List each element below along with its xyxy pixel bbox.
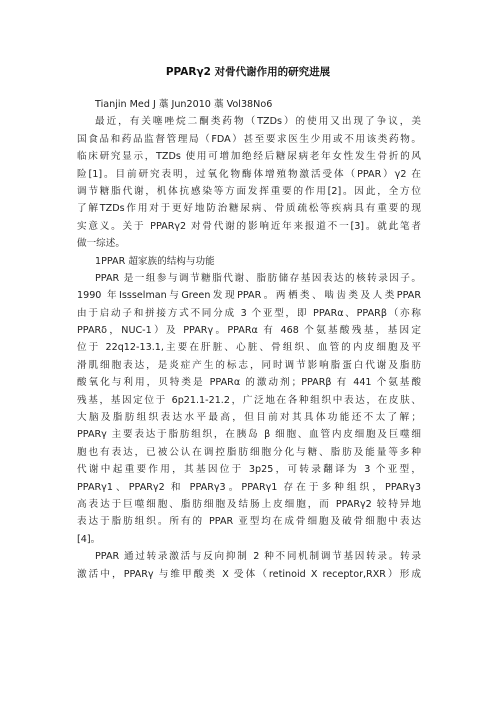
paragraph-line: PPAR 通过转录激活与反向抑制 2 种不同机制调节基因转录。转录: [95, 551, 421, 563]
paragraph-line: 酸氧化与利用，贝特类是 PPARα 的激动剂；PPARβ 有 441 个氨基酸: [77, 377, 421, 389]
paragraph-line: PPARγ1、PPARγ2 和 PPARγ3。PPARγ1 存在于多种组织，PPARγ3: [77, 481, 421, 493]
paragraph-line: 做一综述。: [77, 238, 125, 250]
paragraph-line: 调节糖脂代谢，机体抗感染等方面发挥重要的作用[2]。因此，全方位: [77, 185, 421, 197]
paragraph-line: 激活中，PPARγ 与维甲酸类 X 受体（retinoid X receptor,RXR）形成: [77, 568, 421, 580]
paragraph-line: 滑肌细胞表达，是炎症产生的标志，同时调节影响脂蛋白代谢及脂肪: [77, 359, 421, 371]
paragraph-line: 了解TZDs作用对于更好地防治糖尿病、骨质疏松等疾病具有重要的现: [77, 203, 421, 215]
paragraph-line: 代谢中起重要作用，其基因位于 3p25，可转录翻译为 3 个亚型，: [77, 464, 421, 476]
section-heading: 1PPAR 超家族的结构与功能: [95, 255, 215, 267]
journal-citation-line: Tianjin Med J 藁 Jun2010 藁 Vol38No6: [95, 99, 273, 110]
paragraph-line: PPAR 是一组参与调节糖脂代谢、脂肪储存基因表达的核转录因子。: [95, 272, 421, 284]
paragraph-line: 位于 22q12-13.1,主要在肝脏、心脏、骨组织、血管的内皮细胞及平: [77, 342, 421, 354]
paragraph-line: 国食品和药品监督管理局（FDA）甚至要求医生少用或不用该类药物。: [77, 133, 421, 145]
paragraph-line: 残基，基因定位于 6p21.1-21.2，广泛地在各种组织中表达，在皮肤、: [77, 394, 421, 406]
paragraph-line: 胞也有表达，已被公认在调控脂肪细胞分化与糖、脂肪及能量等多种: [77, 446, 421, 458]
paragraph-line: 表达于脂肪组织。所有的 PPAR 亚型均在成骨细胞及破骨细胞中表达: [77, 516, 421, 528]
paragraph-line: 最近，有关噻唑烷二酮类药物（TZDs）的使用又出现了争议，美: [95, 116, 421, 128]
paragraph-line: 临床研究显示，TZDs 使用可增加绝经后糖尿病老年女性发生骨折的风: [77, 151, 421, 163]
document-body: [77, 96, 421, 583]
paragraph-line: 险[1]。目前研究表明，过氧化物酶体增殖物激活受体（PPAR）γ2 在: [77, 168, 421, 180]
paragraph-line: PPARγ 主要表达于脂肪组织，在胰岛 β 细胞、血管内皮细胞及巨噬细: [77, 429, 421, 441]
document-title: PPARγ2 对骨代谢作用的研究进展: [165, 66, 331, 78]
paragraph-line: 实意义。关于 PPARγ2 对骨代谢的影响近年来报道不一[3]。就此笔者: [77, 220, 421, 232]
paragraph-line: [4]。: [77, 533, 101, 545]
paragraph-line: 由于启动子和拼接方式不同分成 3 个亚型，即 PPARα、PPARβ（亦称: [77, 307, 421, 319]
paragraph-line: 高表达于巨噬细胞、脂肪细胞及结肠上皮细胞，而 PPARγ2 较特异地: [77, 498, 421, 510]
paragraph-line: PPARδ，NUC-1）及 PPARγ。PPARα 有 468 个氨基酸残基，基因定: [77, 325, 421, 337]
paragraph-line: 1990 年Issselman与Green发现PPAR。两栖类、啮齿类及人类PPAR: [77, 290, 421, 302]
paragraph-line: 大脑及脂肪组织表达水平最高，但目前对其具体功能还不太了解；: [77, 412, 421, 424]
